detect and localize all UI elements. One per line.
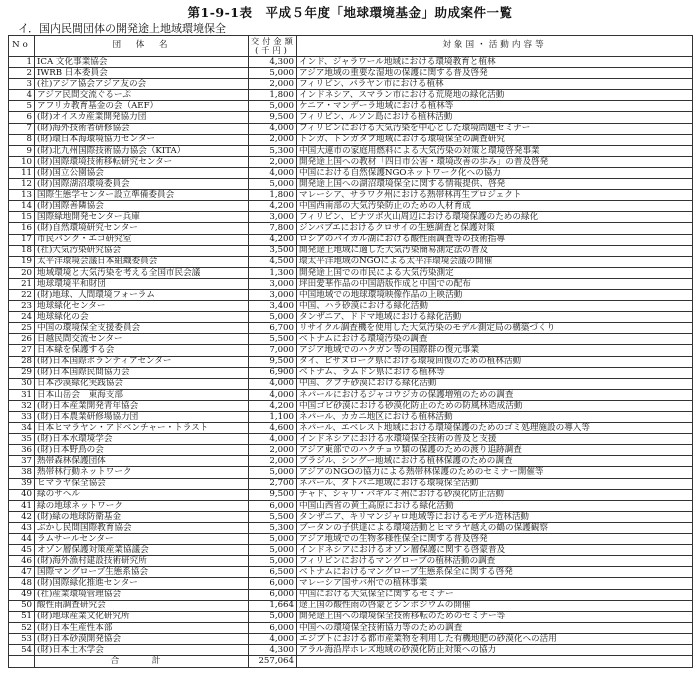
- row-number: 23: [9, 301, 35, 312]
- organization-name: (財)地球産業文化研究所: [35, 611, 249, 622]
- organization-name: (財)日本野鳥の会: [35, 445, 249, 456]
- table-row: [9, 167, 693, 178]
- organization-name: (財)オイスカ産業開発協力団: [35, 112, 249, 123]
- row-number: 16: [9, 223, 35, 234]
- row-number: 38: [9, 467, 35, 478]
- grant-amount: 6,700: [249, 323, 297, 334]
- organization-name: (財)国立公園協会: [35, 167, 249, 178]
- table-row: [9, 622, 693, 633]
- table-row: [9, 389, 693, 400]
- activity-description: アジアのNGOの協力による熱帯林保護のためのセミナー開催等: [297, 467, 693, 478]
- table-row: [9, 356, 693, 367]
- activity-description: タンザニア、キリマンジャロ地域等におけるモデル造林活動: [297, 511, 693, 522]
- grant-amount: 5,000: [249, 312, 297, 323]
- table-body: [9, 57, 693, 656]
- activity-description: ブラジル、シングー地域における植林保護のための調査: [297, 456, 693, 467]
- table-row: [9, 256, 693, 267]
- row-number: 5: [9, 101, 35, 112]
- organization-name: ラムサールセンター: [35, 534, 249, 545]
- activity-description: エジプトにおける都市産業物を利用した有機地肥の砂漠化への活用: [297, 633, 693, 644]
- table-row: [9, 334, 693, 345]
- table-row: [9, 456, 693, 467]
- row-number: 24: [9, 312, 35, 323]
- grant-amount: 5,000: [249, 68, 297, 79]
- activity-description: タンザニア、ドドマ地域における緑化活動: [297, 312, 693, 323]
- organization-name: (財)日本産業開発青年協会: [35, 400, 249, 411]
- row-number: 32: [9, 400, 35, 411]
- table-row: [9, 57, 693, 68]
- table-row: [9, 511, 693, 522]
- table-row: [9, 378, 693, 389]
- row-number: 29: [9, 367, 35, 378]
- table-row: [9, 500, 693, 511]
- organization-name: 日本ヒマラヤン・アドベンチャー・トラスト: [35, 423, 249, 434]
- row-number: 18: [9, 245, 35, 256]
- grant-table: [8, 35, 693, 668]
- activity-description: 中国大連市の家庭用燃料による大気汚染の対策と環境啓発事業: [297, 145, 693, 156]
- organization-name: 酸性雨調査研究会: [35, 600, 249, 611]
- activity-description: ベトナムにおけるマングローブ生態系保全に関する啓発: [297, 567, 693, 578]
- table-row: [9, 301, 693, 312]
- row-number: 14: [9, 201, 35, 212]
- grant-amount: 3,500: [249, 245, 297, 256]
- grant-amount: 9,500: [249, 356, 297, 367]
- organization-name: (社)アジア協会アジア友の会: [35, 79, 249, 90]
- activity-description: ネパール、タトパニ地域における環境保全活動: [297, 478, 693, 489]
- table-row: [9, 578, 693, 589]
- activity-description: 途上国の酸性雨の啓蒙とシンポジウムの開催: [297, 600, 693, 611]
- table-row: [9, 267, 693, 278]
- grant-amount: 7,000: [249, 345, 297, 356]
- activity-description: トンガ、トンガタプ地域における環境保全の調査研究: [297, 134, 693, 145]
- organization-name: 熱帯森林保護団体: [35, 456, 249, 467]
- grant-amount: 1,100: [249, 412, 297, 423]
- table-row: [9, 367, 693, 378]
- organization-name: (財)日本生産性本部: [35, 622, 249, 633]
- organization-name: (財)国際環境技術移転研究センター: [35, 156, 249, 167]
- table-row: [9, 323, 693, 334]
- activity-description: 中国、ハラ砂漠における緑化活動: [297, 301, 693, 312]
- organization-name: (財)海外漁村建設技術研究所: [35, 556, 249, 567]
- header-activity: 対象国・活動内容等: [297, 36, 693, 57]
- table-row: [9, 545, 693, 556]
- organization-name: 国際マングローブ生態系協会: [35, 567, 249, 578]
- row-number: 40: [9, 489, 35, 500]
- total-row: [9, 656, 693, 668]
- grant-amount: 4,300: [249, 57, 297, 68]
- grant-amount: 3,400: [249, 301, 297, 312]
- grant-amount: 2,000: [249, 456, 297, 467]
- organization-name: (財)日本農業研修場協力団: [35, 412, 249, 423]
- organization-name: (財)北九州国際技術協力協会（KITA）: [35, 145, 249, 156]
- row-number: 1: [9, 57, 35, 68]
- total-activity-cell: [297, 656, 693, 668]
- grant-amount: 4,000: [249, 378, 297, 389]
- grant-amount: 6,500: [249, 567, 297, 578]
- activity-description: インドネシアにおけるオゾン層保護に関する啓蒙普及: [297, 545, 693, 556]
- row-number: 51: [9, 611, 35, 622]
- activity-description: 中国、クブチ砂漠における緑化活動: [297, 378, 693, 389]
- organization-name: (財)日本国際民間協力会: [35, 367, 249, 378]
- activity-description: ジンバブエにおけるクロサイの生態調査と保護対策: [297, 223, 693, 234]
- activity-description: ケニア・マンデーラ地域における植林等: [297, 101, 693, 112]
- grant-amount: 5,000: [249, 467, 297, 478]
- grant-amount: 4,600: [249, 423, 297, 434]
- organization-name: (財)自然環境研究センター: [35, 223, 249, 234]
- document-title: 第1-9-1表 平成５年度「地球環境基金」助成案件一覧: [187, 5, 513, 20]
- table-row: [9, 412, 693, 423]
- grant-amount: 4,200: [249, 201, 297, 212]
- organization-name: (財)国際湖沼環境委員会: [35, 179, 249, 190]
- row-number: 19: [9, 256, 35, 267]
- activity-description: 開発途上国への教材「四日市公害・環境改善の歩み」の普及啓発: [297, 156, 693, 167]
- organization-name: 国際生態学センター設立準備委員会: [35, 190, 249, 201]
- grant-amount: 5,000: [249, 179, 297, 190]
- organization-name: 中国の環境保全支援委員会: [35, 323, 249, 334]
- organization-name: オゾン層保護対策産業協議会: [35, 545, 249, 556]
- table-row: [9, 423, 693, 434]
- table-row: [9, 567, 693, 578]
- table-row: [9, 633, 693, 644]
- table-row: [9, 522, 693, 533]
- row-number: 20: [9, 267, 35, 278]
- activity-description: フィリピンにおけるマングローブの植林活動の調査: [297, 556, 693, 567]
- row-number: 17: [9, 234, 35, 245]
- table-row: [9, 589, 693, 600]
- activity-description: 中国への環境保全技術協力等のための調査: [297, 622, 693, 633]
- table-row: [9, 289, 693, 300]
- table-row: [9, 90, 693, 101]
- grant-amount: 1,800: [249, 190, 297, 201]
- organization-name: 地球緑化センター: [35, 301, 249, 312]
- grant-amount: 3,000: [249, 289, 297, 300]
- grant-amount: 5,300: [249, 145, 297, 156]
- grant-amount: 4,500: [249, 256, 297, 267]
- table-row: [9, 101, 693, 112]
- table-row: [9, 312, 693, 323]
- activity-description: フィリピン、パラヤン市における植林: [297, 79, 693, 90]
- total-label: 合 計: [35, 656, 249, 668]
- grant-amount: 6,000: [249, 589, 297, 600]
- grant-amount: 2,000: [249, 156, 297, 167]
- activity-description: ロシアのバイカル湖における酸性雨調査等の技術指導: [297, 234, 693, 245]
- row-number: 41: [9, 500, 35, 511]
- row-number: 42: [9, 511, 35, 522]
- grant-amount: 1,800: [249, 90, 297, 101]
- table-row: [9, 556, 693, 567]
- activity-description: 坪田愛華作品の中国語版作成と中国での配布: [297, 278, 693, 289]
- table-row: [9, 534, 693, 545]
- activity-description: 中国山西省の黄土高原における緑化活動: [297, 500, 693, 511]
- table-row: [9, 445, 693, 456]
- row-number: 45: [9, 545, 35, 556]
- grant-amount: 5,000: [249, 545, 297, 556]
- table-row: [9, 611, 693, 622]
- grant-amount: 4,000: [249, 123, 297, 134]
- activity-description: アジア地域での生物多様性保全に関する普及啓発: [297, 534, 693, 545]
- grant-amount: 1,300: [249, 267, 297, 278]
- header-no: No: [9, 36, 35, 57]
- grant-amount: 4,200: [249, 234, 297, 245]
- row-number: 39: [9, 478, 35, 489]
- row-number: 43: [9, 522, 35, 533]
- row-number: 27: [9, 345, 35, 356]
- header-organization: 団 体 名: [35, 36, 249, 57]
- grant-amount: 2,000: [249, 79, 297, 90]
- row-number: 53: [9, 633, 35, 644]
- organization-name: 地球環境平和財団: [35, 278, 249, 289]
- grant-amount: 5,000: [249, 611, 297, 622]
- row-number: 50: [9, 600, 35, 611]
- table-row: [9, 345, 693, 356]
- grant-amount: 3,000: [249, 212, 297, 223]
- grant-amount: 6,000: [249, 578, 297, 589]
- table-row: [9, 234, 693, 245]
- table-row: [9, 400, 693, 411]
- grant-amount: 7,800: [249, 223, 297, 234]
- activity-description: 中国における自然保護NGOネットワーク化への協力: [297, 167, 693, 178]
- grant-amount: 2,700: [249, 478, 297, 489]
- row-number: 21: [9, 278, 35, 289]
- activity-description: ネパール、カカニ地区における植林活動: [297, 412, 693, 423]
- row-number: 8: [9, 134, 35, 145]
- organization-name: (財)日本国際ボランティアセンター: [35, 356, 249, 367]
- organization-name: 市民バンク・エコ研究室: [35, 234, 249, 245]
- activity-description: 中国西南部の大気汚染防止のための人材育成: [297, 201, 693, 212]
- activity-description: ブータンの子供達による環境活動とヒマラヤ越えの鶴の保護観察: [297, 522, 693, 533]
- organization-name: (財)海外技術者研修協会: [35, 123, 249, 134]
- activity-description: マレーシア、サラワク州における熱帯林再生プロジェクト: [297, 190, 693, 201]
- activity-description: 中国地域での地球環境映像作品の上映活動: [297, 289, 693, 300]
- organization-name: 日本沙漠緑化実践協会: [35, 378, 249, 389]
- organization-name: ICA 文化事業協会: [35, 57, 249, 68]
- table-row: [9, 145, 693, 156]
- table-row: [9, 212, 693, 223]
- row-number: 47: [9, 567, 35, 578]
- table-row: [9, 644, 693, 655]
- activity-description: アジア東部でのハクチョウ類の保護のための渡り追跡調査: [297, 445, 693, 456]
- activity-description: リサイクル調査機を使用した大気汚染のモデル測定局の構築づくり: [297, 323, 693, 334]
- grant-amount: 4,000: [249, 167, 297, 178]
- activity-description: タイ、ピサヌローク県における環境回復のための植林活動: [297, 356, 693, 367]
- organization-name: (財)環日本海環境協力センター: [35, 134, 249, 145]
- row-number: 31: [9, 389, 35, 400]
- row-number: 3: [9, 79, 35, 90]
- row-number: 9: [9, 145, 35, 156]
- table-row: [9, 123, 693, 134]
- activity-description: ベトナム、ラムドン県における植林等: [297, 367, 693, 378]
- activity-description: 開発途上国での市民による大気汚染測定: [297, 267, 693, 278]
- grant-amount: 3,000: [249, 278, 297, 289]
- table-row: [9, 156, 693, 167]
- organization-name: 国際緑地開発センター兵庫: [35, 212, 249, 223]
- organization-name: (財)日本水環境学会: [35, 434, 249, 445]
- grant-amount: 4,200: [249, 400, 297, 411]
- activity-description: チャド、シャリ・バギルミ州における砂漠化防止活動: [297, 489, 693, 500]
- grant-amount: 6,900: [249, 367, 297, 378]
- activity-description: ベトナムにおける環境汚染の調査: [297, 334, 693, 345]
- organization-name: アフリカ教育基金の会（AEF）: [35, 101, 249, 112]
- table-row: [9, 434, 693, 445]
- table-header-row: [9, 36, 693, 57]
- table-row: [9, 179, 693, 190]
- row-number: 10: [9, 156, 35, 167]
- row-number: 13: [9, 190, 35, 201]
- row-number: 34: [9, 423, 35, 434]
- organization-name: ぶかし民間国際教育協会: [35, 522, 249, 533]
- activity-description: インド、ジャラワール地域における環境教育と植林: [297, 57, 693, 68]
- organization-name: 日越民間交流センター: [35, 334, 249, 345]
- organization-name: 緑の地球ネットワーク: [35, 500, 249, 511]
- activity-description: フィリピン、ルソン島における植林活動: [297, 112, 693, 123]
- table-row: [9, 245, 693, 256]
- grant-amount: 5,300: [249, 522, 297, 533]
- row-number: 54: [9, 644, 35, 655]
- organization-name: ヒマラヤ保全協会: [35, 478, 249, 489]
- grant-amount: 1,664: [249, 600, 297, 611]
- table-row: [9, 79, 693, 90]
- row-number: 15: [9, 212, 35, 223]
- header-amount-line2: (千円): [255, 45, 290, 55]
- activity-description: インドネシアにおける水環境保全技術の普及と支援: [297, 434, 693, 445]
- organization-name: 緑のサヘル: [35, 489, 249, 500]
- activity-description: アラル海沿岸ホレズ地域の砂漠化防止対策への協力: [297, 644, 693, 655]
- row-number: 11: [9, 167, 35, 178]
- row-number: 25: [9, 323, 35, 334]
- row-number: 4: [9, 90, 35, 101]
- organization-name: 日本緑を保護する会: [35, 345, 249, 356]
- grant-amount: 5,000: [249, 534, 297, 545]
- row-number: 2: [9, 68, 35, 79]
- grant-amount: 5,000: [249, 556, 297, 567]
- organization-name: (財)緑の地球防衛基金: [35, 511, 249, 522]
- table-row: [9, 489, 693, 500]
- activity-description: アジア地域でのハクガン等の国際群の復元事業: [297, 345, 693, 356]
- table-row: [9, 223, 693, 234]
- activity-description: マレーシア国サバ州での植林事業: [297, 578, 693, 589]
- section-subtitle: イ．国内民間団体の開発途上地域環境保全: [18, 22, 227, 35]
- grant-amount: 5,500: [249, 511, 297, 522]
- activity-description: フィリピン、ピナツボ火山周辺における環境保護のための緑化: [297, 212, 693, 223]
- table-row: [9, 190, 693, 201]
- row-number: 7: [9, 123, 35, 134]
- organization-name: (財)日本砂漠開発協会: [35, 633, 249, 644]
- organization-name: (財)国際緑化推進センター: [35, 578, 249, 589]
- activity-description: 中国における大気保全に関するセミナー: [297, 589, 693, 600]
- row-number: 30: [9, 378, 35, 389]
- activity-description: インドネシア、スマラン市における荒廃地の緑化活動: [297, 90, 693, 101]
- header-amount: [249, 36, 297, 57]
- row-number: 12: [9, 179, 35, 190]
- total-amount: 257,064: [249, 656, 297, 668]
- organization-name: (社)大気汚染研究協会: [35, 245, 249, 256]
- table-row: [9, 467, 693, 478]
- table-row: [9, 68, 693, 79]
- row-number: 22: [9, 289, 35, 300]
- row-number: 33: [9, 412, 35, 423]
- table-row: [9, 478, 693, 489]
- organization-name: アジア民間交流ぐるーぷ: [35, 90, 249, 101]
- row-number: 6: [9, 112, 35, 123]
- organization-name: (財)国際善隣協会: [35, 201, 249, 212]
- activity-description: 中国ゴビ砂漠における砂漠化防止のための防風林造成活動: [297, 400, 693, 411]
- activity-description: アジア地域の重要な湿地の保護に関する普及啓発: [297, 68, 693, 79]
- grant-amount: 4,300: [249, 644, 297, 655]
- grant-amount: 4,000: [249, 434, 297, 445]
- organization-name: 熱帯林行動ネットワーク: [35, 467, 249, 478]
- grant-amount: 9,500: [249, 112, 297, 123]
- row-number: 35: [9, 434, 35, 445]
- row-number: 52: [9, 622, 35, 633]
- grant-amount: 4,000: [249, 389, 297, 400]
- table-row: [9, 201, 693, 212]
- table-row: [9, 134, 693, 145]
- row-number: 36: [9, 445, 35, 456]
- row-number: 44: [9, 534, 35, 545]
- activity-description: ネパール、エベレスト地域における環境保護のためのゴミ処理施設の導入等: [297, 423, 693, 434]
- grant-amount: 4,000: [249, 633, 297, 644]
- row-number: 48: [9, 578, 35, 589]
- grant-amount: 5,500: [249, 334, 297, 345]
- grant-amount: 2,000: [249, 134, 297, 145]
- activity-description: 開発途上国への湖沼環境保全に関する情報提供、啓発: [297, 179, 693, 190]
- row-number: 46: [9, 556, 35, 567]
- grant-amount: 6,000: [249, 500, 297, 511]
- row-number: 26: [9, 334, 35, 345]
- organization-name: (財)日本土木学会: [35, 644, 249, 655]
- table-row: [9, 278, 693, 289]
- grant-amount: 6,000: [249, 622, 297, 633]
- organization-name: 地球緑化の会: [35, 312, 249, 323]
- table-row: [9, 600, 693, 611]
- activity-description: フィリピンにおける大気汚染を中心とした環境問題セミナー: [297, 123, 693, 134]
- row-number: 28: [9, 356, 35, 367]
- activity-description: 開発途上国への環境保全技術移転のためのセミナー等: [297, 611, 693, 622]
- grant-amount: 5,000: [249, 101, 297, 112]
- organization-name: 地域環境と大気汚染を考える全国市民会議: [35, 267, 249, 278]
- activity-description: ネパールにおけるジャコウジカの保護増殖のための調査: [297, 389, 693, 400]
- table-row: [9, 112, 693, 123]
- grant-amount: 9,500: [249, 489, 297, 500]
- row-number: 37: [9, 456, 35, 467]
- organization-name: 太平洋環境会議日本組織委員会: [35, 256, 249, 267]
- total-no-cell: [9, 656, 35, 668]
- activity-description: 開発途上地域に適した大気汚染簡易測定法の普及: [297, 245, 693, 256]
- grant-amount: 2,000: [249, 445, 297, 456]
- row-number: 49: [9, 589, 35, 600]
- organization-name: 日本山岳会 東海支部: [35, 389, 249, 400]
- organization-name: IWRB 日本委員会: [35, 68, 249, 79]
- activity-description: 環太平洋地域のNGOによる太平洋環境会議の開催: [297, 256, 693, 267]
- header-amount-line1: 交付金額: [251, 36, 296, 47]
- organization-name: (財)地球、人間環境フォーラム: [35, 289, 249, 300]
- organization-name: (社)産業環境管理協会: [35, 589, 249, 600]
